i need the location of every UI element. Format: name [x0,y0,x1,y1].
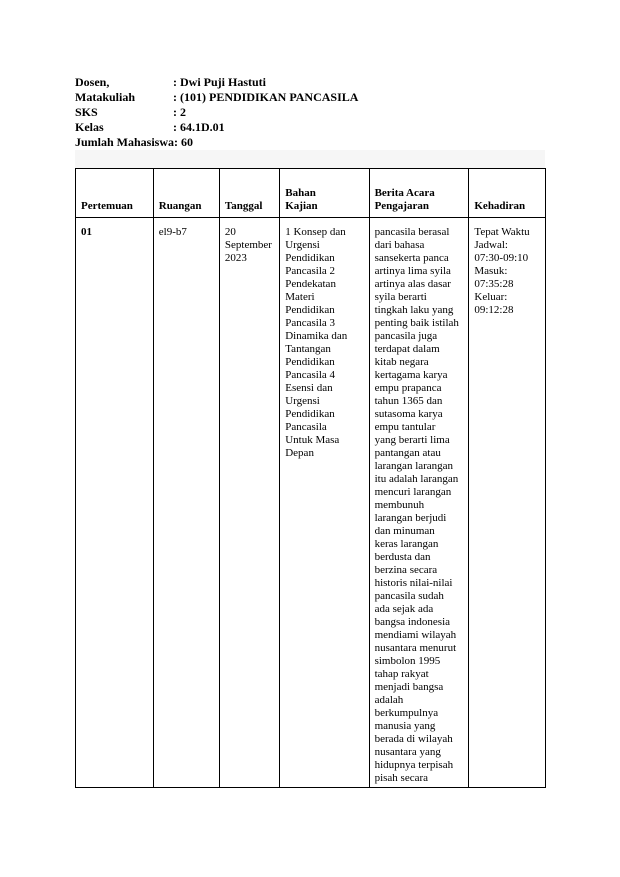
attendance-table [75,168,546,788]
matakuliah-row [75,90,358,105]
cell-pertemuan: 01 [76,218,154,788]
sks-row [75,105,358,120]
dosen-label: Dosen, [75,75,110,89]
dosen-value: : Dwi Puji Hastuti [173,75,266,89]
cell-kehadiran: Tepat Waktu Jadwal: 07:30-09:10 Masuk: 07:35:28 Keluar: 09:12:28 [469,218,546,788]
header-ruangan: Ruangan [153,169,219,218]
matakuliah-value: : (101) PENDIDIKAN PANCASILA [173,90,359,104]
kelas-row [75,120,358,135]
header-kehadiran: Kehadiran [469,169,546,218]
course-info [75,75,358,150]
jumlah-mahasiswa-value: : 60 [174,135,194,149]
cell-bahan-kajian: 1 Konsep dan Urgensi Pendidikan Pancasila 2 Pendekatan Materi Pendidikan Pancasila 3 Dinamika dan Tantangan Pendidikan Pancasila 4 Esensi dan Urgensi Pendidikan Pancasila Untuk Masa Depan [280,218,369,788]
cell-berita-acara: pancasila berasal dari bahasa sansekerta panca artinya lima syila artinya alas dasar syila berarti tingkah laku yang penting baik istilah pancasila juga terdapat dalam kitab negara kertagama karya empu prapanca tahun 1365 dan sutasoma karya empu tantular yang berarti lima pantangan atau larangan larangan itu adalah larangan mencuri larangan membunuh larangan berjudi dan minuman keras larangan berdusta dan berzina secara historis nilai-nilai pancasila sudah ada sejak ada bangsa indonesia mendiami wilayah nusantara menurut simbolon 1995 tahap rakyat menjadi bangsa adalah berkumpulnya manusia yang berada di wilayah nusantara yang hidupnya terpisah pisah secara [369,218,469,788]
header-bahan-kajian: Bahan Kajian [280,169,369,218]
sks-label: SKS [75,105,98,119]
matakuliah-label: Matakuliah [75,90,136,104]
dosen-row [75,75,358,90]
cell-ruangan: el9-b7 [153,218,219,788]
header-tanggal: Tanggal [219,169,279,218]
jumlah-mahasiswa-row [75,135,358,150]
kelas-value: : 64.1D.01 [173,120,225,134]
table-header-row [76,169,546,218]
kelas-label: Kelas [75,120,104,134]
cell-tanggal: 20 September 2023 [219,218,279,788]
header-spacer-band [75,150,545,168]
sks-value: : 2 [173,105,186,119]
table-row [76,218,546,788]
header-berita-acara: Berita Acara Pengajaran [369,169,469,218]
header-pertemuan: Pertemuan [76,169,154,218]
jumlah-mahasiswa-label: Jumlah Mahasiswa [75,135,175,149]
